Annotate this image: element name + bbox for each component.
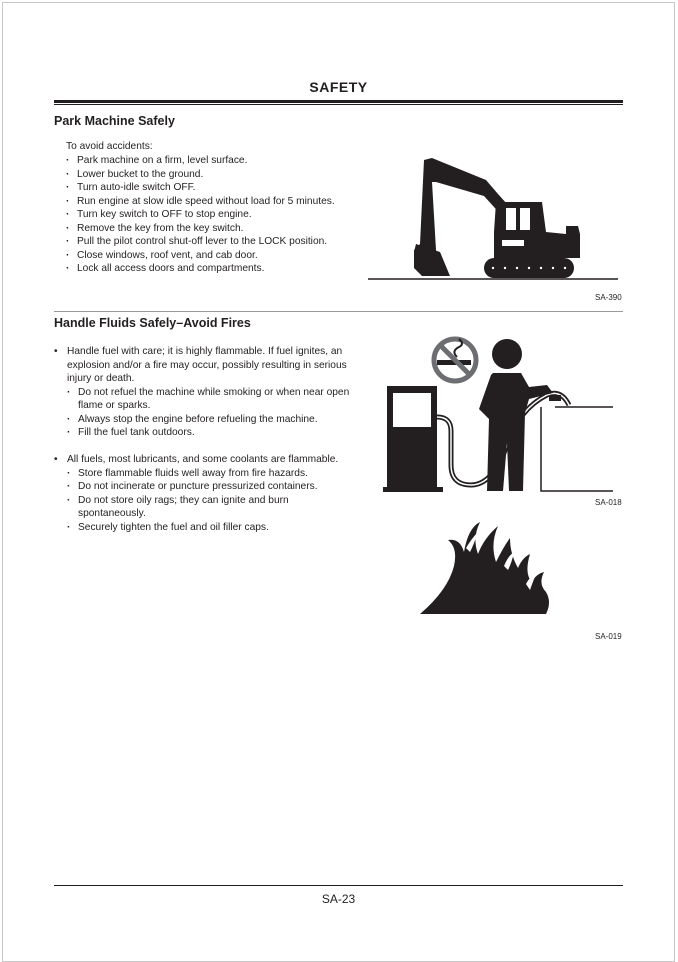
bullet-item [54, 453, 354, 534]
header-rule-thin [54, 104, 623, 105]
figure-caption: SA-018 [595, 498, 622, 507]
refueling-no-smoking-icon [383, 335, 615, 495]
bullet-text: Handle fuel with care; it is highly flammable. If fuel ignites, an explosion and/or a fire may occur, possibly resulting in serious injury or death. [67, 346, 347, 384]
figure-caption: SA-390 [595, 293, 622, 302]
list-item: · Do not refuel the machine while smoking or when near open flame or sparks. [67, 386, 354, 413]
list-item: · Pull the pilot control shut-off lever to the LOCK position. [66, 235, 366, 249]
list-item: · Do not incinerate or puncture pressurized containers. [67, 480, 354, 494]
section-heading-handle-fluids: Handle Fluids Safely–Avoid Fires [54, 316, 251, 330]
list-item: · Turn auto-idle switch OFF. [66, 181, 366, 195]
list-item: · Close windows, roof vent, and cab door. [66, 249, 366, 263]
list-item: · Store flammable fluids well away from fire hazards. [67, 467, 354, 481]
excavator-icon [366, 154, 622, 282]
figure-caption: SA-019 [595, 632, 622, 641]
footer-rule [54, 885, 623, 886]
page-number: SA-23 [321, 892, 356, 906]
list-item: · Run engine at slow idle speed without load for 5 minutes. [66, 195, 366, 209]
no-smoking-icon [434, 339, 476, 381]
section-divider [54, 311, 623, 312]
section-heading-park-machine: Park Machine Safely [54, 114, 175, 128]
list-item: · Securely tighten the fuel and oil filler caps. [67, 521, 354, 535]
list-item: · Do not store oily rags; they can ignite and burn spontaneously. [67, 494, 354, 521]
fire-icon [418, 518, 552, 616]
list-item: · Fill the fuel tank outdoors. [67, 426, 354, 440]
page-title: SAFETY [309, 79, 368, 95]
list-item: · Remove the key from the key switch. [66, 222, 366, 236]
list-item: · Park machine on a firm, level surface. [66, 154, 366, 168]
list-item: · Turn key switch to OFF to stop engine. [66, 208, 366, 222]
bullet-item [54, 345, 354, 440]
list-item: · Lower bucket to the ground. [66, 168, 366, 182]
park-machine-list [66, 154, 366, 276]
list-item: · Always stop the engine before refueling the machine. [67, 413, 354, 427]
section1-lead: To avoid accidents: [66, 141, 153, 152]
bullet-text: All fuels, most lubricants, and some coolants are flammable. [67, 454, 339, 465]
handle-fluids-list [54, 345, 354, 534]
list-item: · Lock all access doors and compartments. [66, 262, 366, 276]
header-rule [54, 100, 623, 103]
